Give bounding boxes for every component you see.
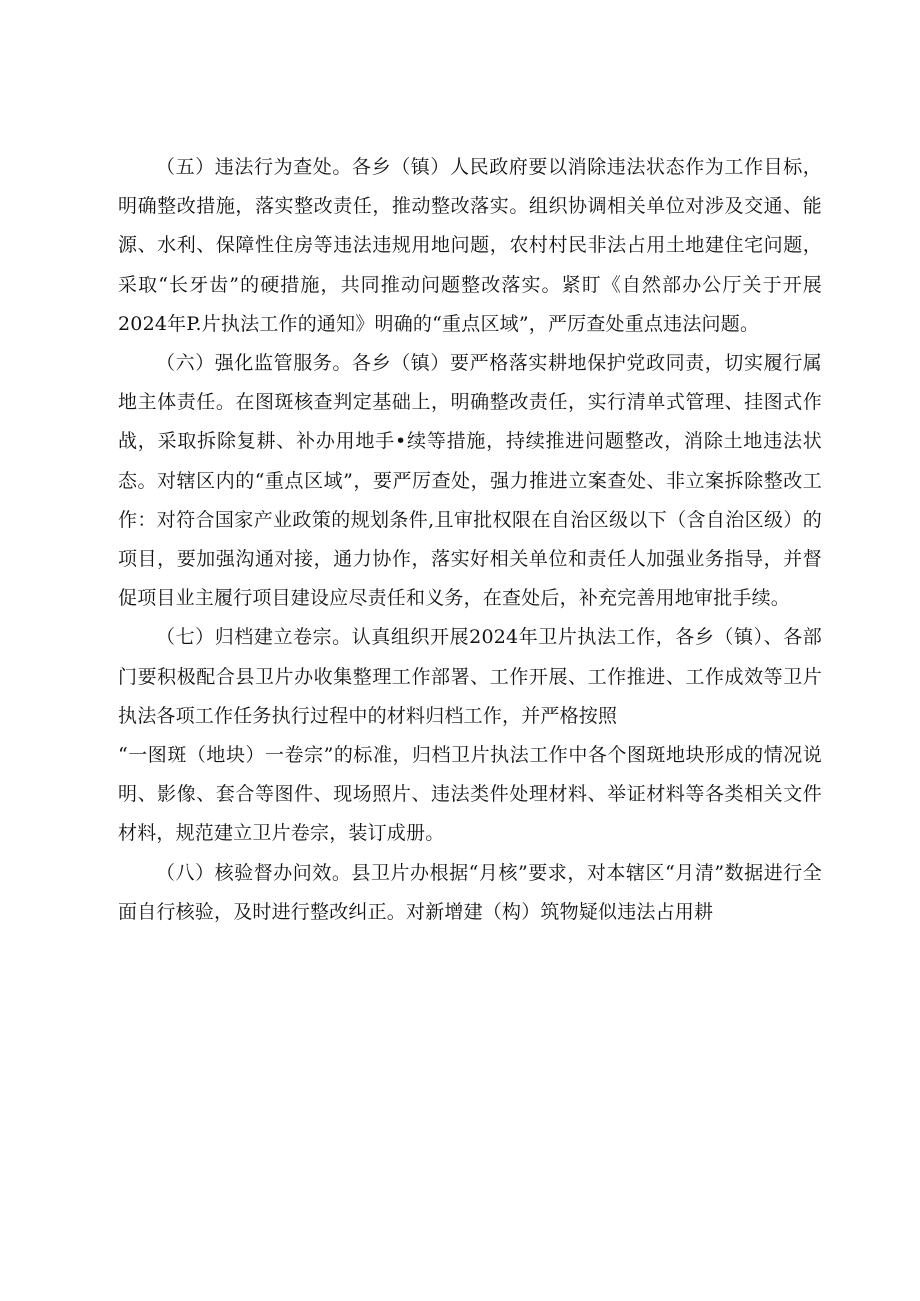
paragraph-verification-supervision: （八）核验督办问效。县卫片办根据“月核”要求，对本辖区“月清”数据进行全面自行核验，及时进行整改纠正。对新增建（构）筑物疑似违法占用耕 <box>118 861 822 923</box>
paragraph-violation-handling: （五）违法行为查处。各乡（镇）人民政府要以消除违法状态作为工作目标，明确整改措施，落实整改责任，推动整改落实。组织协调相关单位对涉及交通、能源、水利、保障性住房等违法违规用地问题，农村村民非法占用土地建住宅问题，采取“长牙齿”的硬措施，共同推动问题整改落实。紧盯《自然部办公厅关于开展2024年P.片执法工作的通知》明确的“重点区域”，严厉查处重点违法问题。 <box>118 156 822 335</box>
paragraph-supervision-service: （六）强化监管服务。各乡（镇）要严格落实耕地保护党政同责，切实履行属地主体责任。在图斑核查判定基础上，明确整改责任，实行清单式管理、挂图式作战，采取拆除复耕、补办用地手•续等措施，持续推进问题整改，消除土地违法状态。对辖区内的“重点区域”，要严厉查处，强力推进立案查处、非立案拆除整改工作：对符合国家产业政策的规划条件,且审批权限在自治区级以下（含自治区级）的项目，要加强沟通对接，通力协作，落实好相关单位和责任人加强业务指导，并督促项目业主履行项目建设应尽责任和义务，在查处后，补充完善用地审批手续。 <box>118 352 822 610</box>
document-body <box>118 148 822 932</box>
paragraph-archive-records-continued: “一图斑（地块）一卷宗”的标准，归档卫片执法工作中各个图斑地块形成的情况说明、影像、套合等图件、现场照片、违法类件处理材料、举证材料等各类相关文件材料，规范建立卫片卷宗，装订成册。 <box>118 744 822 845</box>
paragraph-archive-records: （七）归档建立卷宗。认真组织开展2024年卫片执法工作，各乡（镇）、各部门要积极配合县卫片办收集整理工作部署、工作开展、工作推进、工作成效等卫片执法各项工作任务执行过程中的材料归档工作，并严格按照 <box>118 626 822 727</box>
